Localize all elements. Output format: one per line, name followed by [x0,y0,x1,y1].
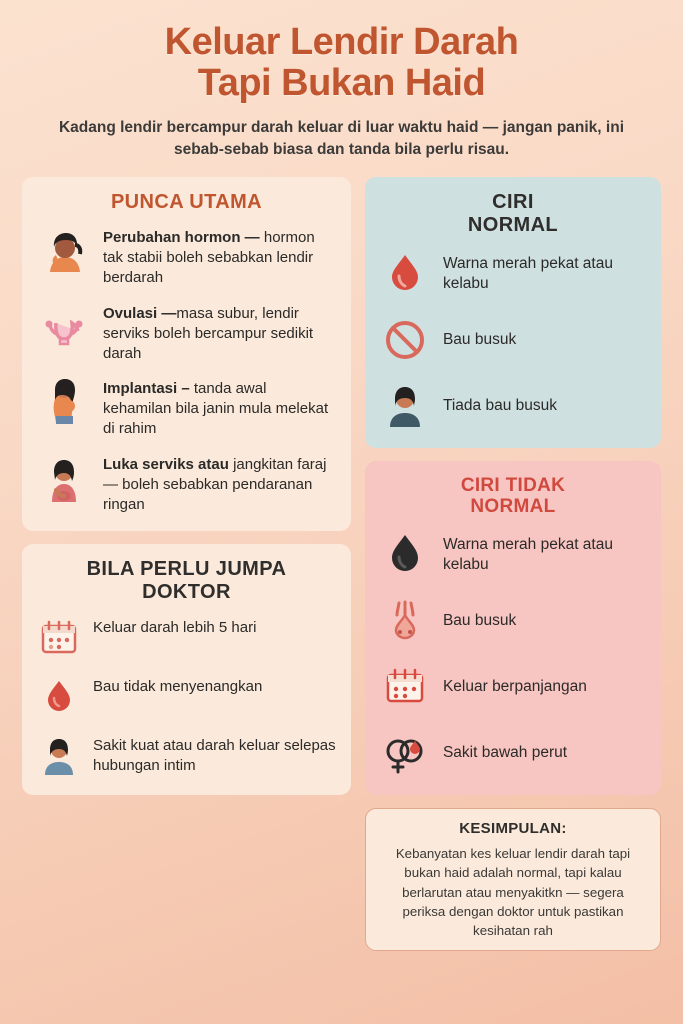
content-columns [22,177,661,951]
venus-symbol-drop-icon [379,727,431,779]
card-tidak-normal-title [379,475,647,518]
list-item [36,376,337,439]
title-line-2: Tapi Bukan Haid [197,62,486,105]
list-item-text: Warna merah pekat atau kelabu [442,254,613,292]
card-ciri-normal [365,177,661,448]
red-drop-icon [379,248,431,300]
woman-headache-icon [36,225,92,281]
nose-smell-icon [379,595,431,647]
card-punca-utama [22,177,351,531]
list-item-text: Tiada bau busuk [442,396,557,414]
normal-title-line-2: NORMAL [467,213,559,236]
blood-drop-icon [36,674,82,720]
title-line-1: Keluar Lendir Darah [164,21,519,63]
uterus-icon [36,301,92,357]
card-bila-perlu-jumpa-doktor [22,544,351,795]
card-ciri-tidak-normal [365,461,661,795]
card-punca-title: PUNCA UTAMA [110,191,262,214]
list-item [36,615,337,661]
list-item-text [103,225,337,288]
list-item-text [103,301,337,364]
list-item [379,529,647,581]
right-column [365,177,661,951]
list-item-text [103,452,337,515]
no-smell-icon [379,314,431,366]
person-blue-icon [36,733,82,779]
list-item [379,314,647,366]
item-bold: Ovulasi — [103,304,177,322]
list-item [379,661,647,713]
list-item [36,301,337,364]
list-item [36,225,337,288]
pregnant-woman-icon [36,376,92,432]
item-text: tanda awal kehamilan bila janin mula melekat di rahim [103,380,329,438]
item-text: hormon tak stabii boleh sebabkan lendir berdarah [103,228,315,286]
list-item-text: Bau busuk [442,611,517,629]
list-item-text: Bau busuk [442,330,517,348]
page-title [22,22,661,104]
list-item [36,674,337,720]
page-subtitle: Kadang lendir bercampur darah keluar di luar waktu haid — jangan panik, ini sebab-sebab biasa dan tanda bila perlu risau. [58,119,625,159]
list-item [36,733,337,779]
doktor-title-line-2: DOKTOR [142,580,231,603]
list-item-text: Keluar darah lebih 5 hari [93,618,257,636]
list-item [379,248,647,300]
list-item-text: Keluar berpanjangan [442,677,587,695]
card-kesimpulan [365,808,661,951]
tidak-normal-title-line-2: NORMAL [470,496,556,518]
list-item [379,727,647,779]
calendar-icon [36,615,82,661]
card-doktor-title [36,558,337,604]
calendar-red-icon [379,661,431,713]
doktor-title-line-1: BILA PERLU JUMPA [86,558,287,581]
item-bold: Implantasi – [103,380,190,398]
woman-abdominal-pain-icon [36,452,92,508]
list-item [379,380,647,432]
list-item-text: Sakit kuat atau darah keluar selepas hubungan intim [93,736,336,774]
person-dark-icon [379,380,431,432]
list-item-text: Bau tidak menyenangkan [93,677,263,695]
list-item-text [103,376,337,439]
list-item [379,595,647,647]
item-bold: Luka serviks atau [103,456,229,474]
list-item-text: Sakit bawah perut [442,743,568,761]
normal-title-line-1: CIRI [492,191,534,214]
list-item [36,452,337,515]
card-normal-title [379,191,647,237]
dark-drop-icon [379,529,431,581]
item-bold: Perubahan hormon — [103,228,260,246]
item-text: jangkitan faraj — boleh sebabkan pendaranan ringan [103,456,327,514]
list-item-text: Warna merah pekat atau kelabu [442,535,613,573]
card-kesimpulan-title: KESIMPULAN: [459,819,567,837]
tidak-normal-title-line-1: CIRI TIDAK [460,474,566,496]
left-column [22,177,351,795]
item-text: masa subur, lendir serviks boleh bercampur sedikit darah [103,304,314,362]
kesimpulan-text: Kebanyatan kes keluar lendir darah tapi bukan haid adalah normal, tapi kalau berlarutan atau menyakitkn — segera periksa dengan doktor untuk pastikan kesihatan rah [395,846,631,939]
